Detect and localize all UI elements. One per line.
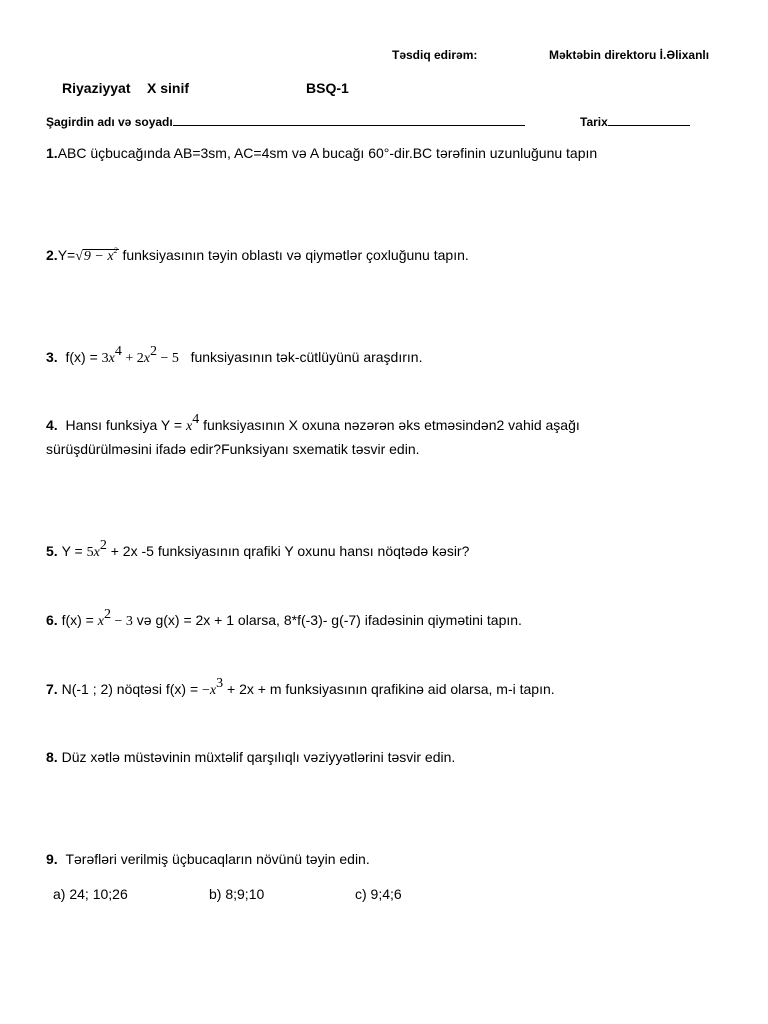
question-number: 4. [46,417,58,433]
question-text: funksiyasının X oxuna nəzərən əks etməsindən2 vahid aşağı [199,417,580,433]
question-8 [46,749,455,765]
name-blank-line [173,113,525,126]
question-3: 3. $f(x) = 3x^4 + 2x^2 - 5$ funksiyasının tək-cütlüyünü araşdırın. [46,344,423,366]
question-text: Tərəfləri verilmiş üçbucaqların növünü təyin edin. [65,851,370,867]
question-1 [46,145,597,161]
grade-title: X sinif [147,80,190,96]
question-text: + 2x -5 funksiyasının qrafiki Y oxunu hansı nöqtədə kəsir? [106,543,470,559]
director-label: Məktəbin direktoru İ.Əlixanlı [549,48,710,62]
question-number: 8. [46,749,58,765]
question-text: + 2x + m funksiyasının qrafikinə aid olarsa, m-i tapın. [223,681,555,697]
question-number: 1. [46,145,58,161]
sqrt-expression: $9 - x^2$ [83,246,118,264]
option-c: c) 9;4;6 [355,886,402,902]
date-label: Tarix [580,115,608,129]
question-4-line-2: sürüşdürülməsini ifadə edir?Funksiyanı sxematik təsvir edin. [46,441,420,457]
question-4: 4. Hansı funksiya $Y = x^4$ funksiyasının X oxuna nəzərən əks etməsindən2 vahid aşağı [46,412,580,434]
question-text: funksiyasının təyin oblastı və qiymətlər çoxluğunu tapın. [118,247,469,263]
subject-title: Riyaziyyat [62,80,131,96]
date-field [580,113,690,129]
question-number: 6. [46,612,58,628]
question-number: 7. [46,681,58,697]
sqrt-sign: √ [75,249,83,264]
test-code: BSQ-1 [306,80,349,96]
question-5: 5. $Y = 5x^2 + 2x$ -5 funksiyasının qrafiki Y oxunu hansı nöqtədə kəsir? [46,538,470,560]
question-2 [46,247,469,265]
approval-label: Təsdiq edirəm: [392,48,478,62]
question-9 [46,851,370,867]
question-text: və g(x) = 2x + 1 olarsa, 8*f(-3)- g(-7) ifadəsinin qiymətini tapın. [132,612,522,628]
question-6: 6. $f(x) = x^2 - 3$ və g(x) = 2x + 1 olarsa, 8*f(-3)- g(-7) ifadəsinin qiymətini tapın. [46,607,522,629]
option-a: a) 24; 10;26 [53,886,128,902]
student-name-label: Şagirdin adı və soyadı [46,115,173,129]
function-prefix: Y= [57,247,76,263]
option-b: b) 8;9;10 [209,886,265,902]
question-text: ABC üçbucağında AB=3sm, AC=4sm və A bucağı 60°-dir.BC tərəfinin uzunluğunu tapın [57,145,598,161]
question-number: 3. [46,349,58,365]
question-number: 5. [46,543,58,559]
question-text: funksiyasının tək-cütlüyünü araşdırın. [190,349,423,365]
question-7: 7. N(-1 ; 2) nöqtəsi $f(x) = -x^3 + 2x + m$ funksiyasının qrafikinə aid olarsa, m-i tapın. [46,676,555,698]
date-blank-line [608,113,690,126]
question-number: 2. [46,247,58,263]
question-number: 9. [46,851,58,867]
question-text: Düz xətlə müstəvinin müxtəlif qarşılıqlı vəziyyətlərini təsvir edin. [61,749,456,765]
student-name-field [46,113,525,129]
